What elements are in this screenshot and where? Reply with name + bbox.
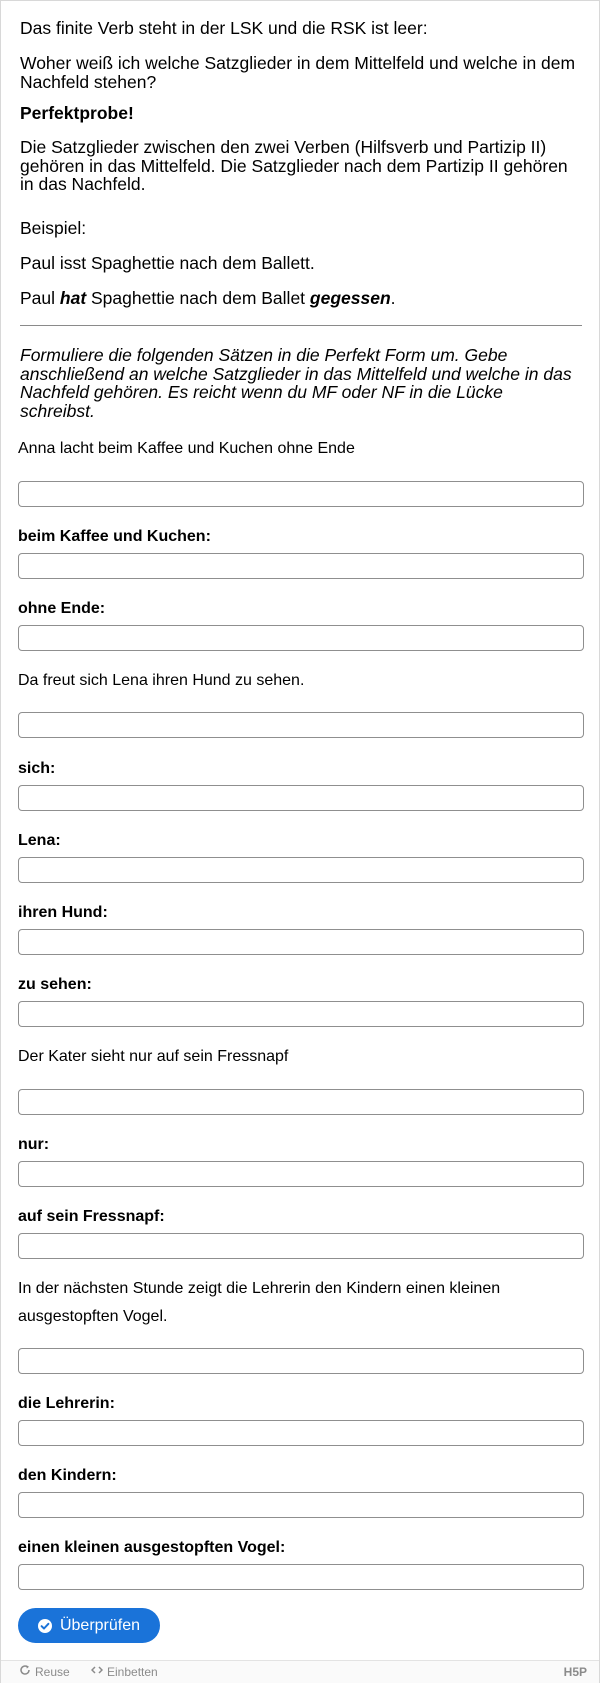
check-button-label: Überprüfen [59, 1616, 141, 1634]
question-label: einen kleinen ausgestopften Vogel: [18, 1539, 286, 1556]
exercise-sentence: Da freut sich Lena ihren Hund zu sehen. [18, 672, 305, 689]
example-auxiliary-verb: hat [59, 288, 87, 308]
answer-input[interactable] [18, 1564, 584, 1590]
sentence-answer-input[interactable] [18, 1089, 584, 1115]
intro-example-sentence: Paul isst Spaghettie nach dem Ballett. [20, 253, 315, 273]
question-label: den Kindern: [18, 1467, 117, 1484]
h5p-footer [1, 1660, 599, 1683]
answer-input[interactable] [18, 785, 584, 811]
refresh-icon [19, 1664, 31, 1680]
intro-example-label: Beispiel: [20, 218, 87, 238]
sentence-answer-input[interactable] [18, 712, 584, 738]
intro-example-perfect [20, 289, 396, 308]
question-label: nur: [18, 1136, 50, 1153]
exercise-sentence: In der nächsten Stunde zeigt die Lehrerin den Kindern einen kleinen ausgestopften Vogel. [18, 1280, 501, 1325]
question-label: die Lehrerin: [18, 1395, 115, 1412]
answer-input[interactable] [18, 553, 584, 579]
divider [20, 325, 582, 326]
question-label: Lena: [18, 832, 61, 849]
reuse-label: Reuse [35, 1665, 70, 1679]
answer-input[interactable] [18, 1420, 584, 1446]
exercise-sentence: Der Kater sieht nur auf sein Fressnapf [18, 1048, 289, 1065]
example-part: Paul [20, 288, 60, 308]
question-label: beim Kaffee und Kuchen: [18, 528, 211, 545]
intro-heading-perfektprobe: Perfektprobe! [20, 103, 134, 123]
question-label: sich: [18, 760, 56, 777]
h5p-logo[interactable]: H5P [563, 1665, 587, 1679]
example-part: . [390, 288, 396, 308]
check-circle-icon [38, 1619, 52, 1633]
sentence-answer-input[interactable] [18, 1348, 584, 1374]
question-label: zu sehen: [18, 976, 92, 993]
question-label: ihren Hund: [18, 904, 108, 921]
sentence-answer-input[interactable] [18, 481, 584, 507]
intro-question: Woher weiß ich welche Satzglieder in dem Mittelfeld und welche in dem Nachfeld stehen? [20, 53, 576, 92]
answer-input[interactable] [18, 857, 584, 883]
code-icon [91, 1664, 103, 1680]
intro-line-1: Das finite Verb steht in der LSK und die RSK ist leer: [20, 18, 428, 38]
answer-input[interactable] [18, 625, 584, 651]
embed-label: Einbetten [107, 1665, 158, 1679]
answer-input[interactable] [18, 929, 584, 955]
example-participle: gegessen [309, 288, 391, 308]
answer-input[interactable] [18, 1233, 584, 1259]
example-part: Spaghettie nach dem Ballet [86, 288, 310, 308]
check-button[interactable] [18, 1608, 160, 1643]
embed-button[interactable] [91, 1664, 158, 1680]
answer-input[interactable] [18, 1161, 584, 1187]
answer-input[interactable] [18, 1001, 584, 1027]
intro-explanation: Die Satzglieder zwischen den zwei Verben (Hilfsverb und Partizip II) gehören in das Mittelfeld. Die Satzglieder nach dem Partizip II gehören in das Nachfeld. [20, 137, 568, 194]
answer-input[interactable] [18, 1492, 584, 1518]
question-label: ohne Ende: [18, 600, 106, 617]
reuse-button[interactable] [19, 1664, 70, 1680]
exercise-sentence: Anna lacht beim Kaffee und Kuchen ohne Ende [18, 440, 355, 457]
question-label: auf sein Fressnapf: [18, 1208, 165, 1225]
task-instruction: Formuliere die folgenden Sätzen in die Perfekt Form um. Gebe anschließend an welche Satzglieder in das Mittelfeld und welche in das Nachfeld gehören. Es reicht wenn du MF oder NF in die Lücke schreibst. [20, 345, 572, 421]
